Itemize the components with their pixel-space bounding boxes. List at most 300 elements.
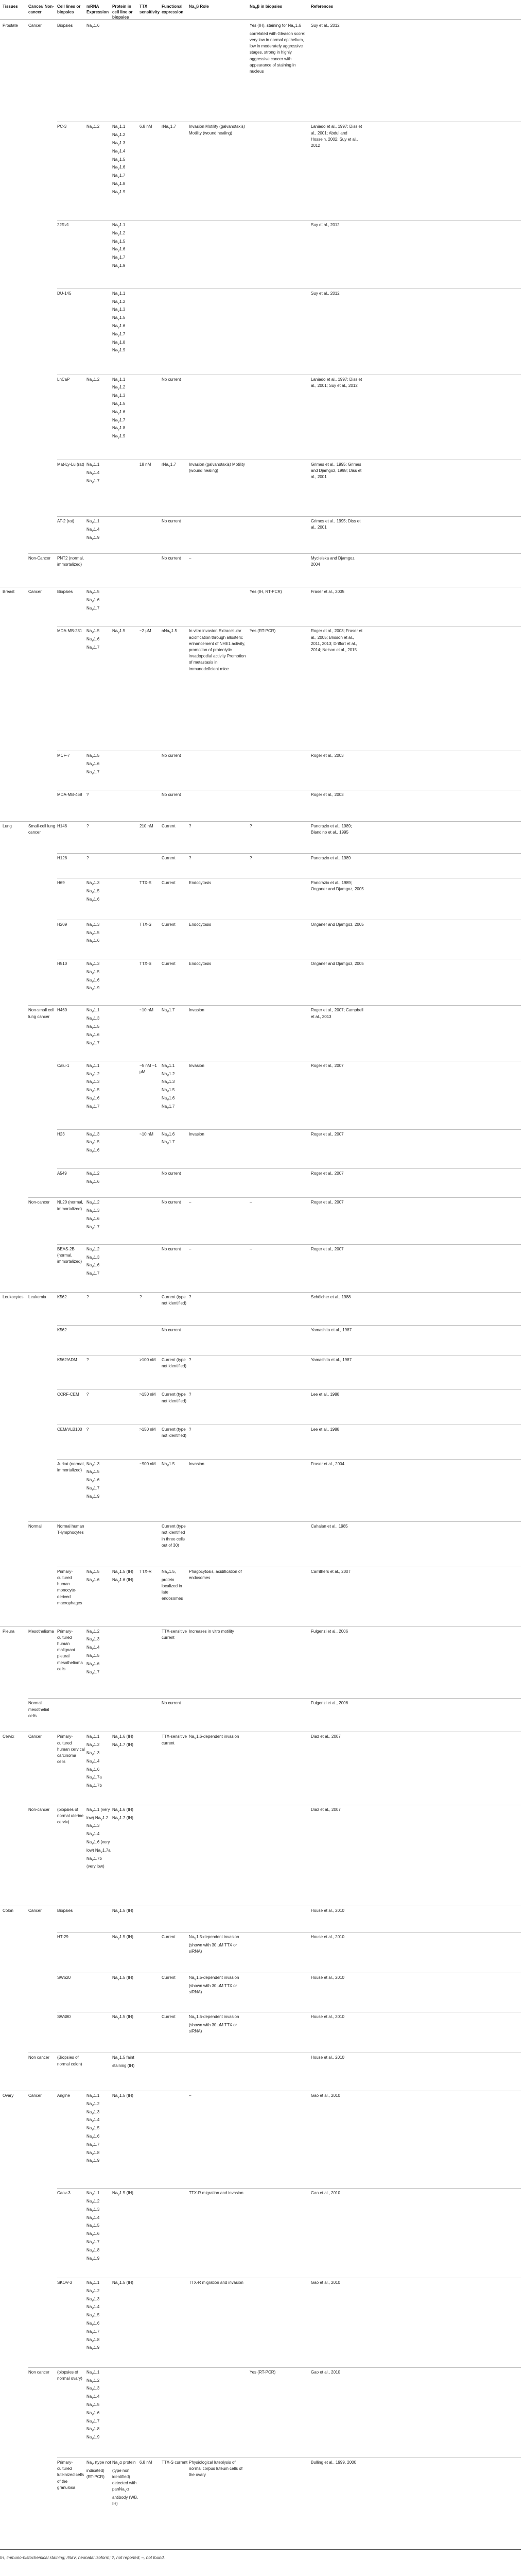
cell-references: Laniado et al., 1997; Diss et al., 2001; Suy et al., 2012: [311, 377, 362, 388]
cell-cell-line: SKOV-3: [57, 2280, 72, 2285]
cell-nav-beta-role: ?: [189, 1392, 191, 1397]
cell-references: Gao et al., 2010: [311, 2369, 340, 2375]
cell-cell-line: K562: [57, 1327, 67, 1332]
cell-functional-expression: Current (type not identified): [162, 1357, 187, 1368]
cell-references: Roger et al., 2007; Campbell et al., 2013: [311, 1008, 363, 1019]
cell-references: House et al., 2010: [311, 1975, 344, 1980]
cell-references: Lee et al., 1988: [311, 1392, 340, 1397]
cell-nav-beta-role: Invasion: [189, 1063, 204, 1068]
cell-mrna-expression: $Na_V1.3$ $Na_V1.5$ $Na_V1.6$: [86, 922, 100, 944]
cell-references: Fraser et al., 2004: [311, 1461, 344, 1466]
cell-ttx-sensitivity: >100 nM: [139, 1357, 156, 1362]
table-row: [0, 1325, 524, 1355]
cell-references: Lee et al., 1988: [311, 1427, 340, 1432]
table-row: [0, 2188, 524, 2278]
table-row: [0, 1698, 524, 1732]
table-row: [0, 2091, 524, 2188]
cell-functional-expression: $Na_V1.5$, protein localized in late endosomes: [162, 1569, 183, 1601]
cell-mrna-expression: $Na_V1.5$ $Na_V1.6$ $Na_V1.7$: [86, 629, 100, 651]
cell-references: Onganer and Djamgoz, 2005: [311, 922, 364, 927]
column-header-tissue: Tissues: [3, 4, 18, 9]
cell-mrna-expression: $Na_V1.2$ $Na_V1.3$ $Na_V1.4$ $Na_V1.5$ $Na_V1.6$ $Na_V1.7$: [86, 1629, 100, 1676]
cell-references: Pancrazio et al., 1989; Blandino et al., 1995: [311, 824, 352, 835]
cell-mrna-expression: ?: [86, 856, 89, 861]
cell-cell-line: (Biopsies of normal colon): [57, 2055, 82, 2066]
cell-functional-expression: Current: [162, 922, 176, 927]
cell-cancer-status: Cancer: [28, 1908, 42, 1913]
cell-references: Grimes et al., 1995; Grimes and Djamgoz, 1998; Diss et al., 2001: [311, 462, 362, 480]
cell-protein: $Na_V1.5$ (IH) $Na_V1.6$ (IH): [112, 1569, 133, 1584]
column-header-mrna-expression: mRNA Expression: [86, 4, 109, 14]
cell-references: Cahalan et al., 1985: [311, 1524, 348, 1529]
row-divider: [57, 1325, 521, 1326]
cell-cell-line: H146: [57, 824, 67, 829]
cell-tissue: Ovary: [3, 2093, 14, 2098]
cell-references: Roger et al., 2003; Fraser et al., 2005; Brisson et al., 2011, 2013; Driffort et al., 2014; Nelson et al., 2015: [311, 629, 363, 653]
cell-references: House et al., 2010: [311, 2055, 344, 2060]
cell-functional-expression: No current: [162, 1701, 181, 1706]
cell-mrna-expression: $Na_V1.1$ $Na_V1.2$ $Na_V1.3$ $Na_V1.4$ $Na_V1.6$ $Na_V1.7a$ $Na_V1.7b$: [86, 1734, 102, 1789]
cell-references: Suy et al., 2012: [311, 223, 340, 228]
table-row: [0, 516, 524, 553]
cell-references: Roger et al., 2007: [311, 1063, 344, 1068]
table-row: [0, 790, 524, 821]
cell-nav-beta-role: ?: [189, 824, 191, 829]
table-row: [0, 289, 524, 375]
column-header-references: References: [311, 4, 334, 9]
table-row: [0, 553, 524, 587]
cell-nav-beta-role: –: [189, 1246, 191, 1251]
cell-functional-expression: $Na_V1.5$: [162, 1461, 175, 1468]
cell-nav-beta-role: –: [189, 1200, 191, 1205]
cell-protein: $Na_V1.6$ (IH) $Na_V1.7$ (IH): [112, 1807, 133, 1822]
table-row: [0, 821, 524, 853]
cell-cell-line: Calu-1: [57, 1063, 69, 1068]
cell-ttx-sensitivity: ~5 nM ~1 μM: [139, 1063, 157, 1075]
cell-references: Roger et al., 2007: [311, 1131, 344, 1137]
cell-functional-expression: Current: [162, 2014, 176, 2020]
cell-cell-line: MDA-MB-468: [57, 792, 82, 798]
cell-nav-beta-role: ?: [189, 1357, 191, 1362]
cell-nav-beta-role: Physiological luteolysis of normal corpus luteum cells of the ovary: [189, 2460, 243, 2478]
cell-cell-line: AT-2 (rat): [57, 519, 75, 524]
cell-cancer-status: Cancer: [28, 1734, 42, 1739]
cell-mrna-expression: ?: [86, 1357, 89, 1362]
row-divider: [0, 821, 521, 822]
cell-references: Roger et al., 2003: [311, 792, 344, 798]
cell-cancer-status: Normal mesothelial cells: [28, 1701, 49, 1718]
cell-cell-line: Primary-cultured luteinized cells of the granulosa: [57, 2460, 84, 2490]
cell-references: Gao et al., 2010: [311, 2280, 340, 2285]
cell-protein: $Na_V1.5$ (IH): [112, 2280, 133, 2286]
cell-ttx-sensitivity: TTX-S: [139, 922, 152, 927]
table-row: [0, 1168, 524, 1198]
row-divider: [57, 2188, 521, 2189]
cell-cell-line: Primary-cultured human malignant pleural mesothelioma cells: [57, 1629, 83, 1671]
cell-cell-line: 22Rv1: [57, 223, 69, 228]
cell-tissue: Prostate: [3, 23, 18, 28]
cell-cell-line: PC-3: [57, 124, 67, 129]
cell-nav-beta-biopsies: –: [250, 1200, 252, 1205]
cell-nav-beta-role: Phagocytosis, acidification of endosomes: [189, 1569, 242, 1580]
cell-functional-expression: No current: [162, 753, 181, 758]
cell-ttx-sensitivity: ~2 μM: [139, 629, 151, 634]
cell-references: Roger et al., 2003: [311, 753, 344, 758]
cell-cancer-status: Non-small cell lung cancer: [28, 1008, 55, 1019]
cell-functional-expression: Current: [162, 856, 176, 861]
column-header-nav-beta-role: $Na_V\beta$ Role: [189, 4, 209, 10]
cell-mrna-expression: $Na_V1.5$ $Na_V1.6$ $Na_V1.7$: [86, 589, 100, 612]
table-row: [0, 21, 524, 122]
cell-protein: $Na_V1.5$ (IH): [112, 1934, 133, 1941]
cell-cancer-status: Leukemia: [28, 1295, 46, 1300]
table-row: [0, 853, 524, 878]
cell-ttx-sensitivity: 18 nM: [139, 462, 151, 467]
column-header-nav-beta-biopsies: $Na_V\beta$ in biopsies: [250, 4, 283, 10]
cell-nav-beta-role: $Na_V1.5$-dependent invasion (shown with 30 μM TTX or siRNA): [189, 2014, 239, 2034]
cell-mrna-expression: $Na_V1.1$ $Na_V1.2$ $Na_V1.3$ $Na_V1.5$ $Na_V1.6$ $Na_V1.7$: [86, 1063, 100, 1110]
cell-mrna-expression: $Na_V1.2$ $Na_V1.3$ $Na_V1.6$ $Na_V1.7$: [86, 1200, 100, 1231]
table-row: [0, 1425, 524, 1459]
cell-cell-line: Primary-cultured human cervical carcinoma cells: [57, 1734, 85, 1765]
cell-mrna-expression: ?: [86, 1427, 89, 1432]
cell-mrna-expression: $Na_V1.2$: [86, 377, 100, 383]
cell-cancer-status: Non-Cancer: [28, 556, 51, 561]
table-row: [0, 1061, 524, 1129]
table-row: [0, 1005, 524, 1060]
cell-tissue: Lung: [3, 824, 12, 829]
cell-references: Yamashita et al., 1987: [311, 1327, 352, 1332]
cell-ttx-sensitivity: TTX-S: [139, 961, 152, 967]
cell-protein: $Na_V1.5$ (IH): [112, 1908, 133, 1914]
cell-ttx-sensitivity: ~10 nM: [139, 1008, 153, 1013]
cell-cell-line: H209: [57, 922, 67, 927]
row-divider: [0, 1292, 521, 1293]
cell-functional-expression: Current (type not identified): [162, 1392, 187, 1403]
cell-protein: $Na_V1.5$ (IH): [112, 2093, 133, 2099]
row-divider: [28, 1005, 521, 1006]
cell-ttx-sensitivity: TTX-S: [139, 880, 152, 886]
cell-ttx-sensitivity: 6.8 nM: [139, 2460, 152, 2465]
cell-cell-line: Caov-3: [57, 2191, 71, 2196]
cell-functional-expression: Current: [162, 1934, 176, 1939]
cell-nav-beta-role: ?: [189, 1295, 191, 1300]
cell-mrna-expression: $Na_V1.1$ $Na_V1.2$ $Na_V1.3$ $Na_V1.4$ $Na_V1.5$ $Na_V1.6$ $Na_V1.7$ $Na_V1.8$ $Na_V1.9$: [86, 2369, 100, 2441]
table-row: [0, 1973, 524, 2012]
table-row: [0, 1626, 524, 1699]
cell-mrna-expression: $Na_V$ (type not indicated) (RT-PCR): [86, 2460, 111, 2479]
row-divider: [28, 1197, 521, 1198]
cell-references: Carrithers et al., 2007: [311, 1569, 351, 1574]
table-row: [0, 1459, 524, 1521]
cell-ttx-sensitivity: ~900 nM: [139, 1461, 156, 1466]
cell-nav-beta-role: Invasion: [189, 1008, 204, 1013]
cell-cell-line: K562: [57, 1295, 67, 1300]
cell-references: Schölcher et al., 1988: [311, 1295, 351, 1300]
cell-mrna-expression: $Na_V1.1$ $Na_V1.2$ $Na_V1.3$ $Na_V1.4$ $Na_V1.5$ $Na_V1.6$ $Na_V1.7$ $Na_V1.8$ $Na_V1.9$: [86, 2093, 100, 2164]
cell-references: Roger et al., 2007: [311, 1246, 344, 1251]
cell-references: Pancrazio et al., 1989; Onganer and Djamgoz, 2005: [311, 880, 364, 892]
cell-ttx-sensitivity: ?: [139, 1295, 142, 1300]
cell-cell-line: H23: [57, 1131, 65, 1137]
table-row: [0, 1932, 524, 1973]
cell-functional-expression: TTX-sensitive current: [162, 1734, 187, 1745]
cell-references: Roger et al., 2007: [311, 1171, 344, 1176]
cell-cancer-status: Non-cancer: [28, 1807, 50, 1812]
cell-ttx-sensitivity: >150 nM: [139, 1392, 156, 1397]
cell-functional-expression: No current: [162, 377, 181, 382]
cell-nav-beta-role: $Na_V1.5$-dependent invasion (shown with 30 μM TTX or siRNA): [189, 1934, 239, 1954]
row-divider: [57, 1244, 521, 1245]
cell-mrna-expression: $Na_V1.2$ $Na_V1.6$: [86, 1171, 100, 1185]
cell-cell-line: H460: [57, 1008, 67, 1013]
cell-functional-expression: Current: [162, 961, 176, 967]
cell-protein: $Na_V\alpha$ protein (type non identified) detected with panNa$_V$α antibody (WB, IH): [112, 2460, 138, 2506]
table-row: [0, 587, 524, 626]
cell-mrna-expression: $Na_V1.1$ $Na_V1.4$ $Na_V1.7$: [86, 462, 100, 485]
cell-protein: $Na_V1.1$ $Na_V1.2$ $Na_V1.5$ $Na_V1.6$ $Na_V1.7$ $Na_V1.9$: [112, 223, 126, 269]
row-divider: [57, 853, 521, 854]
cell-functional-expression: nNa$_V$1.5: [162, 629, 177, 635]
cell-references: Grimes et al., 1995; Diss et al., 2001: [311, 519, 361, 530]
cell-ttx-sensitivity: 210 nM: [139, 824, 153, 829]
cell-functional-expression: No current: [162, 1171, 181, 1176]
cell-cell-line: CCRF-CEM: [57, 1392, 79, 1397]
cell-cell-line: Jurkat (normal, immortalized): [57, 1461, 85, 1472]
cell-functional-expression: Current: [162, 1975, 176, 1980]
cell-functional-expression: $Na_V1.1$ $Na_V1.2$ $Na_V1.3$ $Na_V1.5$ $Na_V1.6$ $Na_V1.7$: [162, 1063, 175, 1110]
cell-functional-expression: No current: [162, 792, 181, 798]
cell-references: Laniado et al., 1997; Diss et al., 2001; Abdul and Hossein, 2002; Suy et al., 2012: [311, 124, 362, 148]
cell-nav-beta-role: Invasion: [189, 1131, 204, 1137]
cell-ttx-sensitivity: ~10 nM: [139, 1131, 153, 1137]
cell-cancer-status: Cancer: [28, 2093, 42, 2098]
cell-mrna-expression: ?: [86, 824, 89, 829]
table-row: [0, 2458, 524, 2549]
cell-references: House et al., 2010: [311, 1934, 344, 1939]
cell-cell-line: MDA-MB-231: [57, 629, 82, 634]
cell-nav-beta-role: Endocytosis: [189, 922, 212, 927]
table-row: [0, 1292, 524, 1325]
cell-nav-beta-role: $Na_V1.5$-dependent invasion (shown with 30 μM TTX or siRNA): [189, 1975, 239, 1995]
cell-ttx-sensitivity: >150 nM: [139, 1427, 156, 1432]
table-row: [0, 2053, 524, 2090]
cell-mrna-expression: $Na_V1.3$ $Na_V1.5$ $Na_V1.6$: [86, 1131, 100, 1154]
cell-cancer-status: Mesothelioma: [28, 1629, 54, 1634]
row-divider: [57, 1168, 521, 1169]
cell-functional-expression: Current: [162, 880, 176, 886]
cell-functional-expression: No current: [162, 556, 181, 561]
table-row: [0, 1355, 524, 1390]
cell-functional-expression: $Na_V1.7$: [162, 1008, 175, 1014]
cell-references: Fulgenzi et al., 2006: [311, 1629, 348, 1634]
row-divider: [57, 516, 521, 517]
cell-protein: $Na_V1.1$ $Na_V1.2$ $Na_V1.3$ $Na_V1.5$ $Na_V1.6$ $Na_V1.7$ $Na_V1.8$ $Na_V1.9$: [112, 291, 126, 354]
table-row: [0, 1389, 524, 1425]
table-row: [0, 1244, 524, 1292]
cell-functional-expression: $Na_V1.6$ $Na_V1.7$: [162, 1131, 175, 1146]
cell-cell-line: Primary-cultured human monocyte-derived macrophages: [57, 1569, 82, 1605]
cell-references: Gao et al., 2010: [311, 2191, 340, 2196]
cell-nav-beta-role: Invasion: [189, 1461, 204, 1466]
cell-cell-line: (biopsies of normal ovary): [57, 2369, 82, 2381]
cell-references: Fraser et al., 2005: [311, 589, 344, 595]
table-row: [0, 920, 524, 959]
cell-mrna-expression: $Na_V1.3$ $Na_V1.5$ $Na_V1.6$ $Na_V1.9$: [86, 961, 100, 992]
cell-mrna-expression: $Na_V1.2$: [86, 124, 100, 130]
cell-mrna-expression: $Na_V1.5$ $Na_V1.6$: [86, 1569, 100, 1584]
cell-functional-expression: No current: [162, 1327, 181, 1332]
cell-cell-line: (biopsies of normal uterine cervix): [57, 1807, 84, 1825]
cell-protein: $Na_V1.5$: [112, 629, 126, 635]
cell-mrna-expression: ?: [86, 792, 89, 798]
row-divider: [28, 1698, 521, 1699]
cell-nav-beta-role: In vitro invasion Extracellular acidification through allosteric enhancement of NHE1 activity, promotion of proteolytic invadopodial activity Promotion of metastasis in immunodeficient mice: [189, 629, 246, 671]
cell-protein: $Na_V1.1$ $Na_V1.2$ $Na_V1.3$ $Na_V1.4$ $Na_V1.5$ $Na_V1.6$ $Na_V1.7$ $Na_V1.8$ $Na_V1.9$: [112, 124, 126, 196]
cell-nav-beta-role: $Na_V1.6$-dependent invasion: [189, 1734, 239, 1741]
cell-functional-expression: rNa$_V$1.7: [162, 124, 177, 130]
cell-cancer-status: Non cancer: [28, 2369, 49, 2375]
cell-tissue: Leukocytes: [3, 1295, 24, 1300]
cell-cell-line: Anglne: [57, 2093, 70, 2098]
table-row: [0, 878, 524, 920]
cell-nav-beta-role: Invasion (galvanotaxis) Motility (wound healing): [189, 462, 245, 473]
cell-references: Diaz et al., 2007: [311, 1807, 341, 1812]
cell-nav-beta-role: –: [189, 2093, 191, 2098]
cell-ttx-sensitivity: 6.8 nM: [139, 124, 152, 129]
cell-mrna-expression: $Na_V1.6$: [86, 23, 100, 29]
table-row: [0, 1129, 524, 1168]
cell-references: Gao et al., 2010: [311, 2093, 340, 2098]
cell-functional-expression: No current: [162, 1246, 181, 1251]
cell-cancer-status: Normal: [28, 1524, 42, 1529]
table-row: [0, 1567, 524, 1626]
cell-nav-beta-role: Increases in vitro motility: [189, 1629, 234, 1634]
table-row: [0, 2012, 524, 2053]
cell-mrna-expression: ?: [86, 1392, 89, 1397]
table-footnote: IH, immuno-histochemical staining; rNaV, neonatal isoform; ?, not reported; –, not found.: [0, 2555, 165, 2560]
cell-tissue: Colon: [3, 1908, 13, 1913]
cell-nav-beta-biopsies: ?: [250, 824, 252, 829]
cell-cancer-status: Small-cell lung cancer: [28, 824, 56, 835]
cell-nav-beta-role: Endocytosis: [189, 880, 212, 886]
cell-cell-line: Biopsies: [57, 23, 73, 28]
cell-references: Bulling et al., 1999, 2000: [311, 2460, 357, 2465]
cell-cell-line: H510: [57, 961, 67, 967]
cell-cancer-status: Cancer: [28, 23, 42, 28]
cell-cell-line: H69: [57, 880, 65, 886]
cell-nav-beta-role: Invasion Motility (galvanotaxis) Motility (wound healing): [189, 124, 245, 135]
cell-references: Yamashita et al., 1987: [311, 1357, 352, 1362]
cell-protein: $Na_V1.5$ faint staining (IH): [112, 2055, 135, 2069]
cell-protein: $Na_V1.1$ $Na_V1.2$ $Na_V1.3$ $Na_V1.5$ $Na_V1.6$ $Na_V1.7$ $Na_V1.8$ $Na_V1.9$: [112, 377, 126, 440]
cell-nav-beta-biopsies: Yes (RT-PCR): [250, 2369, 276, 2375]
cell-functional-expression: Current (type not identified): [162, 1427, 187, 1438]
row-divider: [0, 1626, 521, 1627]
row-divider: [28, 2367, 521, 2368]
cell-references: Diaz et al., 2007: [311, 1734, 341, 1739]
cell-nav-beta-role: TTX-R migration and invasion: [189, 2280, 243, 2285]
row-divider: [28, 553, 521, 554]
cell-references: Fulgenzi et al., 2006: [311, 1701, 348, 1706]
cell-cell-line: SW620: [57, 1975, 71, 1980]
cell-cancer-status: Non cancer: [28, 2055, 49, 2060]
cell-references: Suy et al., 2012: [311, 23, 340, 28]
column-header-functional-expression: Functional expression: [162, 4, 184, 14]
cell-mrna-expression: $Na_V1.1$ (very low) $Na_V1.2$ $Na_V1.3$ $Na_V1.4$ $Na_V1.6$ (very low) $Na_V1.7a$ $Na_V1.7b$ (very low): [86, 1807, 111, 1869]
cell-nav-beta-biopsies: Yes (IH, RT-PCR): [250, 589, 282, 595]
cell-nav-beta-biopsies: –: [250, 1246, 252, 1251]
row-divider: [57, 1932, 521, 1933]
row-divider: [0, 2549, 521, 2550]
cell-references: Mycielska and Djamgoz, 2004: [311, 556, 356, 567]
table-row: [0, 959, 524, 1005]
cell-functional-expression: No current: [162, 519, 181, 524]
cell-cancer-status: Cancer: [28, 589, 42, 595]
table-row: [0, 2367, 524, 2458]
cell-mrna-expression: $Na_V1.1$ $Na_V1.2$ $Na_V1.3$ $Na_V1.4$ $Na_V1.5$ $Na_V1.6$ $Na_V1.7$ $Na_V1.8$ $Na_V1.9$: [86, 2280, 100, 2351]
row-divider: [57, 220, 521, 221]
table-row: [0, 2278, 524, 2367]
cell-mrna-expression: $Na_V1.5$ $Na_V1.6$ $Na_V1.7$: [86, 753, 100, 776]
column-header-cell-line: Cell lines or biopsies: [57, 4, 81, 14]
row-divider: [57, 1129, 521, 1130]
column-header-ttx-sensitivity: TTX sensitivity: [139, 4, 160, 14]
cell-references: House et al., 2010: [311, 2014, 344, 2020]
table-row: [0, 460, 524, 516]
table-row: [0, 122, 524, 220]
cell-mrna-expression: $Na_V1.1$ $Na_V1.4$ $Na_V1.9$: [86, 519, 100, 541]
cell-references: Pancrazio et al., 1989: [311, 856, 351, 861]
cell-tissue: Breast: [3, 589, 15, 595]
row-divider: [28, 1521, 521, 1522]
cell-cell-line: LnCaP: [57, 377, 70, 382]
table-row: [0, 1805, 524, 1906]
column-header-protein: Protein in cell line or biopsies: [112, 4, 133, 20]
cell-cell-line: Biopsies: [57, 589, 73, 595]
cell-mrna-expression: $Na_V1.2$ $Na_V1.3$ $Na_V1.6$ $Na_V1.7$: [86, 1246, 100, 1277]
cell-nav-beta-biopsies: Yes (RT-PCR): [250, 629, 276, 634]
table-row: [0, 1521, 524, 1567]
table-row: [0, 1906, 524, 1932]
cell-cell-line: H128: [57, 856, 67, 861]
table-row: [0, 220, 524, 289]
cell-references: Suy et al., 2012: [311, 291, 340, 296]
cell-nav-beta-biopsies: Yes (IH), staining for $Na_V1.6$ correlated with Gleason score: very low in normal epithelium, low in moderately aggressive stages, strong in highly aggressive cancer with appearance of staining in nucleus: [250, 23, 306, 74]
cell-nav-beta-role: ?: [189, 1427, 191, 1432]
cell-cell-line: NL20 (normal, immortalized): [57, 1200, 83, 1211]
table-row: [0, 375, 524, 460]
cell-nav-beta-role: –: [189, 556, 191, 561]
cell-mrna-expression: $Na_V1.3$ $Na_V1.5$ $Na_V1.6$: [86, 880, 100, 903]
cell-nav-beta-role: ?: [189, 856, 191, 861]
cell-cell-line: DU-145: [57, 291, 72, 296]
cell-functional-expression: TTX-sensitive current: [162, 1629, 187, 1640]
cell-functional-expression: Current (type not identified in three cells out of 30): [162, 1524, 186, 1548]
table-row: [0, 751, 524, 790]
cell-mrna-expression: $Na_V1.1$ $Na_V1.3$ $Na_V1.5$ $Na_V1.6$ $Na_V1.7$: [86, 1008, 100, 1047]
cell-references: Onganer and Djamgoz, 2005: [311, 961, 364, 967]
cell-cell-line: Mat-Ly-Lu (rat): [57, 462, 84, 467]
cell-cell-line: MCF-7: [57, 753, 70, 758]
cell-cell-line: HT-29: [57, 1934, 68, 1939]
cell-nav-beta-role: TTX-R migration and invasion: [189, 2191, 243, 2196]
cell-mrna-expression: $Na_V1.1$ $Na_V1.2$ $Na_V1.3$ $Na_V1.4$ $Na_V1.5$ $Na_V1.6$ $Na_V1.7$ $Na_V1.8$ $Na_V1.9$: [86, 2191, 100, 2262]
row-divider: [57, 1389, 521, 1390]
cell-cell-line: K562/ADM: [57, 1357, 77, 1362]
cell-cell-line: BEAS-2B (normal, immortalized): [57, 1246, 82, 1264]
cell-ttx-sensitivity: TTX-R: [139, 1569, 152, 1574]
